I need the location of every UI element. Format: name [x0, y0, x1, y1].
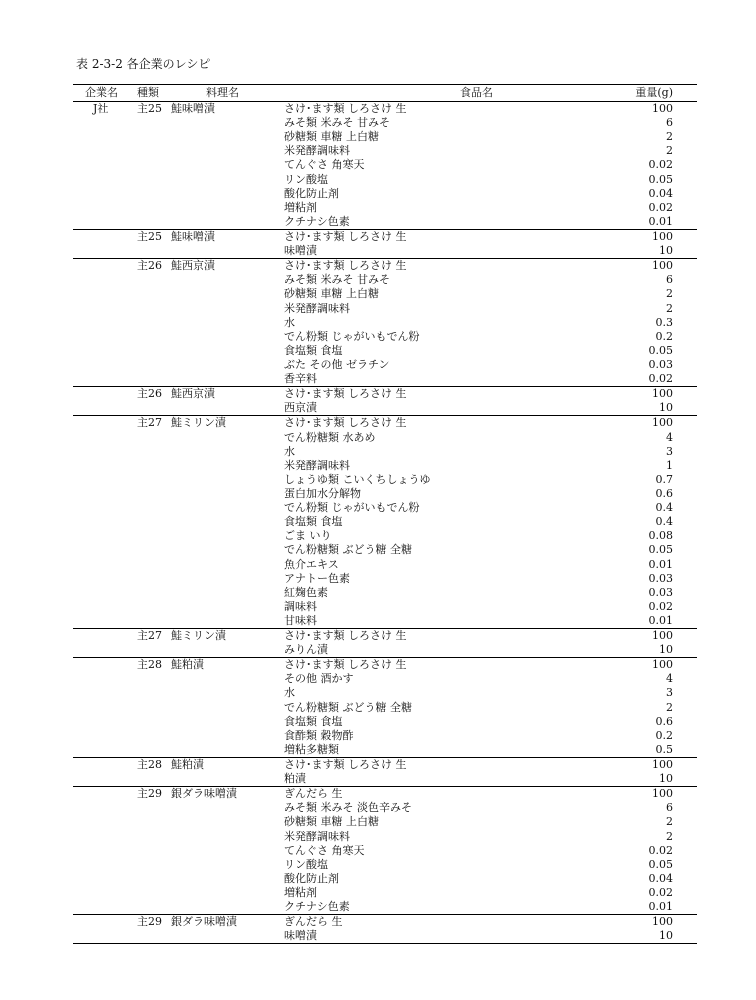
weight-cell: 0.04 [648, 871, 673, 885]
weight-cell: 0.01 [648, 214, 673, 228]
table-row [73, 344, 697, 358]
table-row [73, 743, 697, 757]
food-name-cell: みりん漬 [284, 643, 328, 657]
weight-cell: 0.01 [648, 613, 673, 627]
weight-cell: 3 [666, 686, 673, 700]
weight-cell: 4 [666, 430, 673, 444]
food-name-cell: しょうゆ類 こいくちしょうゆ [284, 472, 431, 486]
food-name-cell: 食塩類 食塩 [284, 343, 343, 357]
table-row [73, 116, 697, 130]
table-row [73, 858, 697, 872]
table-row [73, 672, 697, 686]
food-name-cell: 砂糖類 車糖 上白糖 [284, 815, 379, 829]
food-name-cell: てんぐさ 角寒天 [284, 158, 365, 172]
food-name-cell: さけ･ます類 しろさけ 生 [284, 758, 407, 772]
food-name-cell: てんぐさ 角寒天 [284, 843, 365, 857]
table-row [73, 358, 697, 372]
food-name-cell: でん粉糖類 水あめ [284, 430, 376, 444]
table-row [73, 914, 697, 929]
weight-cell: 10 [659, 244, 673, 258]
food-name-cell: 米発酵調味料 [284, 301, 350, 315]
food-name-cell: 魚介エキス [284, 557, 339, 571]
table-row [73, 386, 697, 401]
table-row [73, 586, 697, 600]
weight-cell: 10 [659, 929, 673, 943]
table-row [73, 258, 697, 273]
weight-cell: 6 [666, 273, 673, 287]
header-company: 企業名 [85, 86, 118, 99]
weight-cell: 2 [666, 287, 673, 301]
category-cell: 主26 [137, 387, 162, 401]
table-row [73, 886, 697, 900]
table-row [73, 515, 697, 529]
weight-cell: 0.02 [648, 372, 673, 386]
food-name-cell: みそ類 米みそ 甘みそ [284, 273, 390, 287]
table-row [73, 872, 697, 886]
weight-cell: 10 [659, 772, 673, 786]
food-name-cell: 食塩類 食塩 [284, 515, 343, 529]
table-row [73, 173, 697, 187]
dish-name-cell: 銀ダラ味噌漬 [171, 787, 237, 801]
dish-name-cell: 銀ダラ味噌漬 [171, 915, 237, 929]
food-name-cell: リン酸塩 [284, 857, 328, 871]
dish-name-cell: 鮭粕漬 [171, 758, 204, 772]
food-name-cell: 酸化防止剤 [284, 871, 339, 885]
table-row [73, 657, 697, 672]
food-name-cell: さけ･ます類 しろさけ 生 [284, 629, 407, 643]
weight-cell: 3 [666, 444, 673, 458]
weight-cell: 0.04 [648, 186, 673, 200]
food-name-cell: 水 [284, 444, 295, 458]
food-name-cell: 西京漬 [284, 401, 317, 415]
weight-cell: 0.05 [648, 343, 673, 357]
weight-cell: 0.2 [655, 329, 673, 343]
food-name-cell: でん粉糖類 ぶどう糖 全糖 [284, 543, 412, 557]
table-row [73, 215, 697, 229]
food-name-cell: みそ類 米みそ 甘みそ [284, 116, 390, 130]
table-bottom-rule [73, 943, 697, 944]
table-row [73, 844, 697, 858]
food-name-cell: ごま いり [284, 529, 332, 543]
table-row [73, 729, 697, 743]
weight-cell: 0.02 [648, 843, 673, 857]
food-name-cell: 食塩類 食塩 [284, 714, 343, 728]
table-row [73, 473, 697, 487]
dish-name-cell: 鮭ミリン漬 [171, 416, 226, 430]
weight-cell: 10 [659, 643, 673, 657]
table-row [73, 273, 697, 287]
food-name-cell: 甘味料 [284, 613, 317, 627]
weight-cell: 4 [666, 672, 673, 686]
table-row [73, 772, 697, 786]
weight-cell: 0.01 [648, 900, 673, 914]
food-name-cell: 味噌漬 [284, 929, 317, 943]
dish-name-cell: 鮭西京漬 [171, 387, 215, 401]
table-row [73, 701, 697, 715]
weight-cell: 100 [652, 416, 673, 430]
food-name-cell: 増粘剤 [284, 886, 317, 900]
food-name-cell: 食酢類 穀物酢 [284, 728, 354, 742]
weight-cell: 100 [652, 787, 673, 801]
table-row [73, 715, 697, 729]
table-row [73, 201, 697, 215]
category-cell: 主25 [137, 102, 162, 115]
table-row [73, 786, 697, 801]
weight-cell: 0.4 [655, 501, 673, 515]
weight-cell: 2 [666, 301, 673, 315]
table-row [73, 372, 697, 386]
food-name-cell: 香辛料 [284, 372, 317, 386]
food-name-cell: 蛋白加水分解物 [284, 486, 361, 500]
table-caption: 表 2-3-2 各企業のレシピ [76, 57, 211, 71]
table-row [73, 543, 697, 557]
category-cell: 主28 [137, 658, 162, 672]
table-row [73, 572, 697, 586]
food-name-cell: クチナシ色素 [284, 900, 350, 914]
weight-cell: 0.02 [648, 200, 673, 214]
weight-cell: 0.6 [655, 714, 673, 728]
table-row [73, 558, 697, 572]
table-row [73, 686, 697, 700]
food-name-cell: 水 [284, 315, 295, 329]
table-row [73, 600, 697, 614]
food-name-cell: 増粘剤 [284, 200, 317, 214]
food-name-cell: 米発酵調味料 [284, 458, 350, 472]
table-row [73, 643, 697, 657]
header-dish: 料理名 [206, 86, 239, 99]
weight-cell: 0.02 [648, 158, 673, 172]
category-cell: 主28 [137, 758, 162, 772]
weight-cell: 2 [666, 130, 673, 144]
dish-name-cell: 鮭ミリン漬 [171, 629, 226, 643]
table-row [73, 316, 697, 330]
food-name-cell: ぶた その他 ゼラチン [284, 357, 390, 371]
food-name-cell: ぎんだら 生 [284, 915, 343, 929]
food-name-cell: 調味料 [284, 599, 317, 613]
food-name-cell: リン酸塩 [284, 172, 328, 186]
food-name-cell: でん粉糖類 ぶどう糖 全糖 [284, 700, 412, 714]
weight-cell: 0.02 [648, 886, 673, 900]
table-row [73, 330, 697, 344]
food-name-cell: 粕漬 [284, 772, 306, 786]
category-cell: 主26 [137, 259, 162, 273]
weight-cell: 0.05 [648, 543, 673, 557]
food-name-cell: でん粉類 じゃがいもでん粉 [284, 501, 420, 515]
food-name-cell: 水 [284, 686, 295, 700]
table-row [73, 158, 697, 172]
table-row [73, 130, 697, 144]
food-name-cell: さけ･ます類 しろさけ 生 [284, 102, 407, 115]
food-name-cell: みそ類 米みそ 淡色辛みそ [284, 801, 412, 815]
table-row [73, 445, 697, 459]
category-cell: 主29 [137, 915, 162, 929]
weight-cell: 0.05 [648, 857, 673, 871]
header-food: 食品名 [460, 86, 493, 99]
weight-cell: 10 [659, 401, 673, 415]
weight-cell: 0.08 [648, 529, 673, 543]
table-row [73, 144, 697, 158]
category-cell: 主27 [137, 416, 162, 430]
table-row [73, 244, 697, 258]
weight-cell: 0.7 [655, 472, 673, 486]
food-name-cell: でん粉類 じゃがいもでん粉 [284, 329, 420, 343]
food-name-cell: 米発酵調味料 [284, 144, 350, 158]
weight-cell: 6 [666, 116, 673, 130]
table-row [73, 302, 697, 316]
table-row [73, 614, 697, 628]
food-name-cell: 味噌漬 [284, 244, 317, 258]
weight-cell: 100 [652, 229, 673, 243]
table-row [73, 830, 697, 844]
weight-cell: 100 [652, 387, 673, 401]
dish-name-cell: 鮭味噌漬 [171, 229, 215, 243]
weight-cell: 1 [666, 458, 673, 472]
table-body [73, 102, 697, 943]
food-name-cell: その他 酒かす [284, 672, 354, 686]
food-name-cell: 砂糖類 車糖 上白糖 [284, 287, 379, 301]
table-row [73, 529, 697, 543]
weight-cell: 100 [652, 629, 673, 643]
dish-name-cell: 鮭西京漬 [171, 259, 215, 273]
dish-name-cell: 鮭味噌漬 [171, 102, 215, 115]
table-row [73, 102, 697, 116]
table-row [73, 487, 697, 501]
table-row [73, 229, 697, 244]
table-row [73, 287, 697, 301]
table-row [73, 815, 697, 829]
table-row [73, 187, 697, 201]
table-row [73, 401, 697, 415]
food-name-cell: クチナシ色素 [284, 214, 350, 228]
food-name-cell: 米発酵調味料 [284, 829, 350, 843]
table-row [73, 801, 697, 815]
table-row [73, 459, 697, 473]
table-row [73, 900, 697, 914]
table-row [73, 415, 697, 430]
food-name-cell: さけ･ます類 しろさけ 生 [284, 658, 407, 672]
weight-cell: 0.5 [655, 742, 673, 756]
food-name-cell: さけ･ます類 しろさけ 生 [284, 259, 407, 273]
table-header-row [73, 84, 697, 102]
weight-cell: 0.01 [648, 557, 673, 571]
table-row [73, 929, 697, 943]
category-cell: 主27 [137, 629, 162, 643]
food-name-cell: ぎんだら 生 [284, 787, 343, 801]
category-cell: 主25 [137, 229, 162, 243]
food-name-cell: 増粘多糖類 [284, 742, 339, 756]
food-name-cell: さけ･ます類 しろさけ 生 [284, 387, 407, 401]
weight-cell: 0.03 [648, 571, 673, 585]
header-category: 種類 [137, 86, 159, 99]
weight-cell: 2 [666, 815, 673, 829]
category-cell: 主29 [137, 787, 162, 801]
dish-name-cell: 鮭粕漬 [171, 658, 204, 672]
recipe-table [73, 84, 697, 944]
weight-cell: 100 [652, 259, 673, 273]
food-name-cell: 砂糖類 車糖 上白糖 [284, 130, 379, 144]
weight-cell: 2 [666, 700, 673, 714]
table-row [73, 628, 697, 643]
weight-cell: 0.03 [648, 357, 673, 371]
weight-cell: 100 [652, 658, 673, 672]
weight-cell: 0.03 [648, 585, 673, 599]
food-name-cell: さけ･ます類 しろさけ 生 [284, 416, 407, 430]
weight-cell: 0.6 [655, 486, 673, 500]
table-row [73, 431, 697, 445]
weight-cell: 100 [652, 915, 673, 929]
weight-cell: 2 [666, 829, 673, 843]
weight-cell: 0.02 [648, 599, 673, 613]
table-row [73, 757, 697, 772]
weight-cell: 0.4 [655, 515, 673, 529]
food-name-cell: 酸化防止剤 [284, 186, 339, 200]
header-weight: 重量(g) [635, 86, 673, 99]
weight-cell: 6 [666, 801, 673, 815]
weight-cell: 100 [652, 102, 673, 115]
food-name-cell: アナトー色素 [284, 571, 350, 585]
food-name-cell: さけ･ます類 しろさけ 生 [284, 229, 407, 243]
food-name-cell: 紅麹色素 [284, 585, 328, 599]
table-row [73, 501, 697, 515]
weight-cell: 0.05 [648, 172, 673, 186]
weight-cell: 0.3 [655, 315, 673, 329]
weight-cell: 0.2 [655, 728, 673, 742]
weight-cell: 100 [652, 758, 673, 772]
weight-cell: 2 [666, 144, 673, 158]
company-cell: J社 [93, 102, 109, 115]
